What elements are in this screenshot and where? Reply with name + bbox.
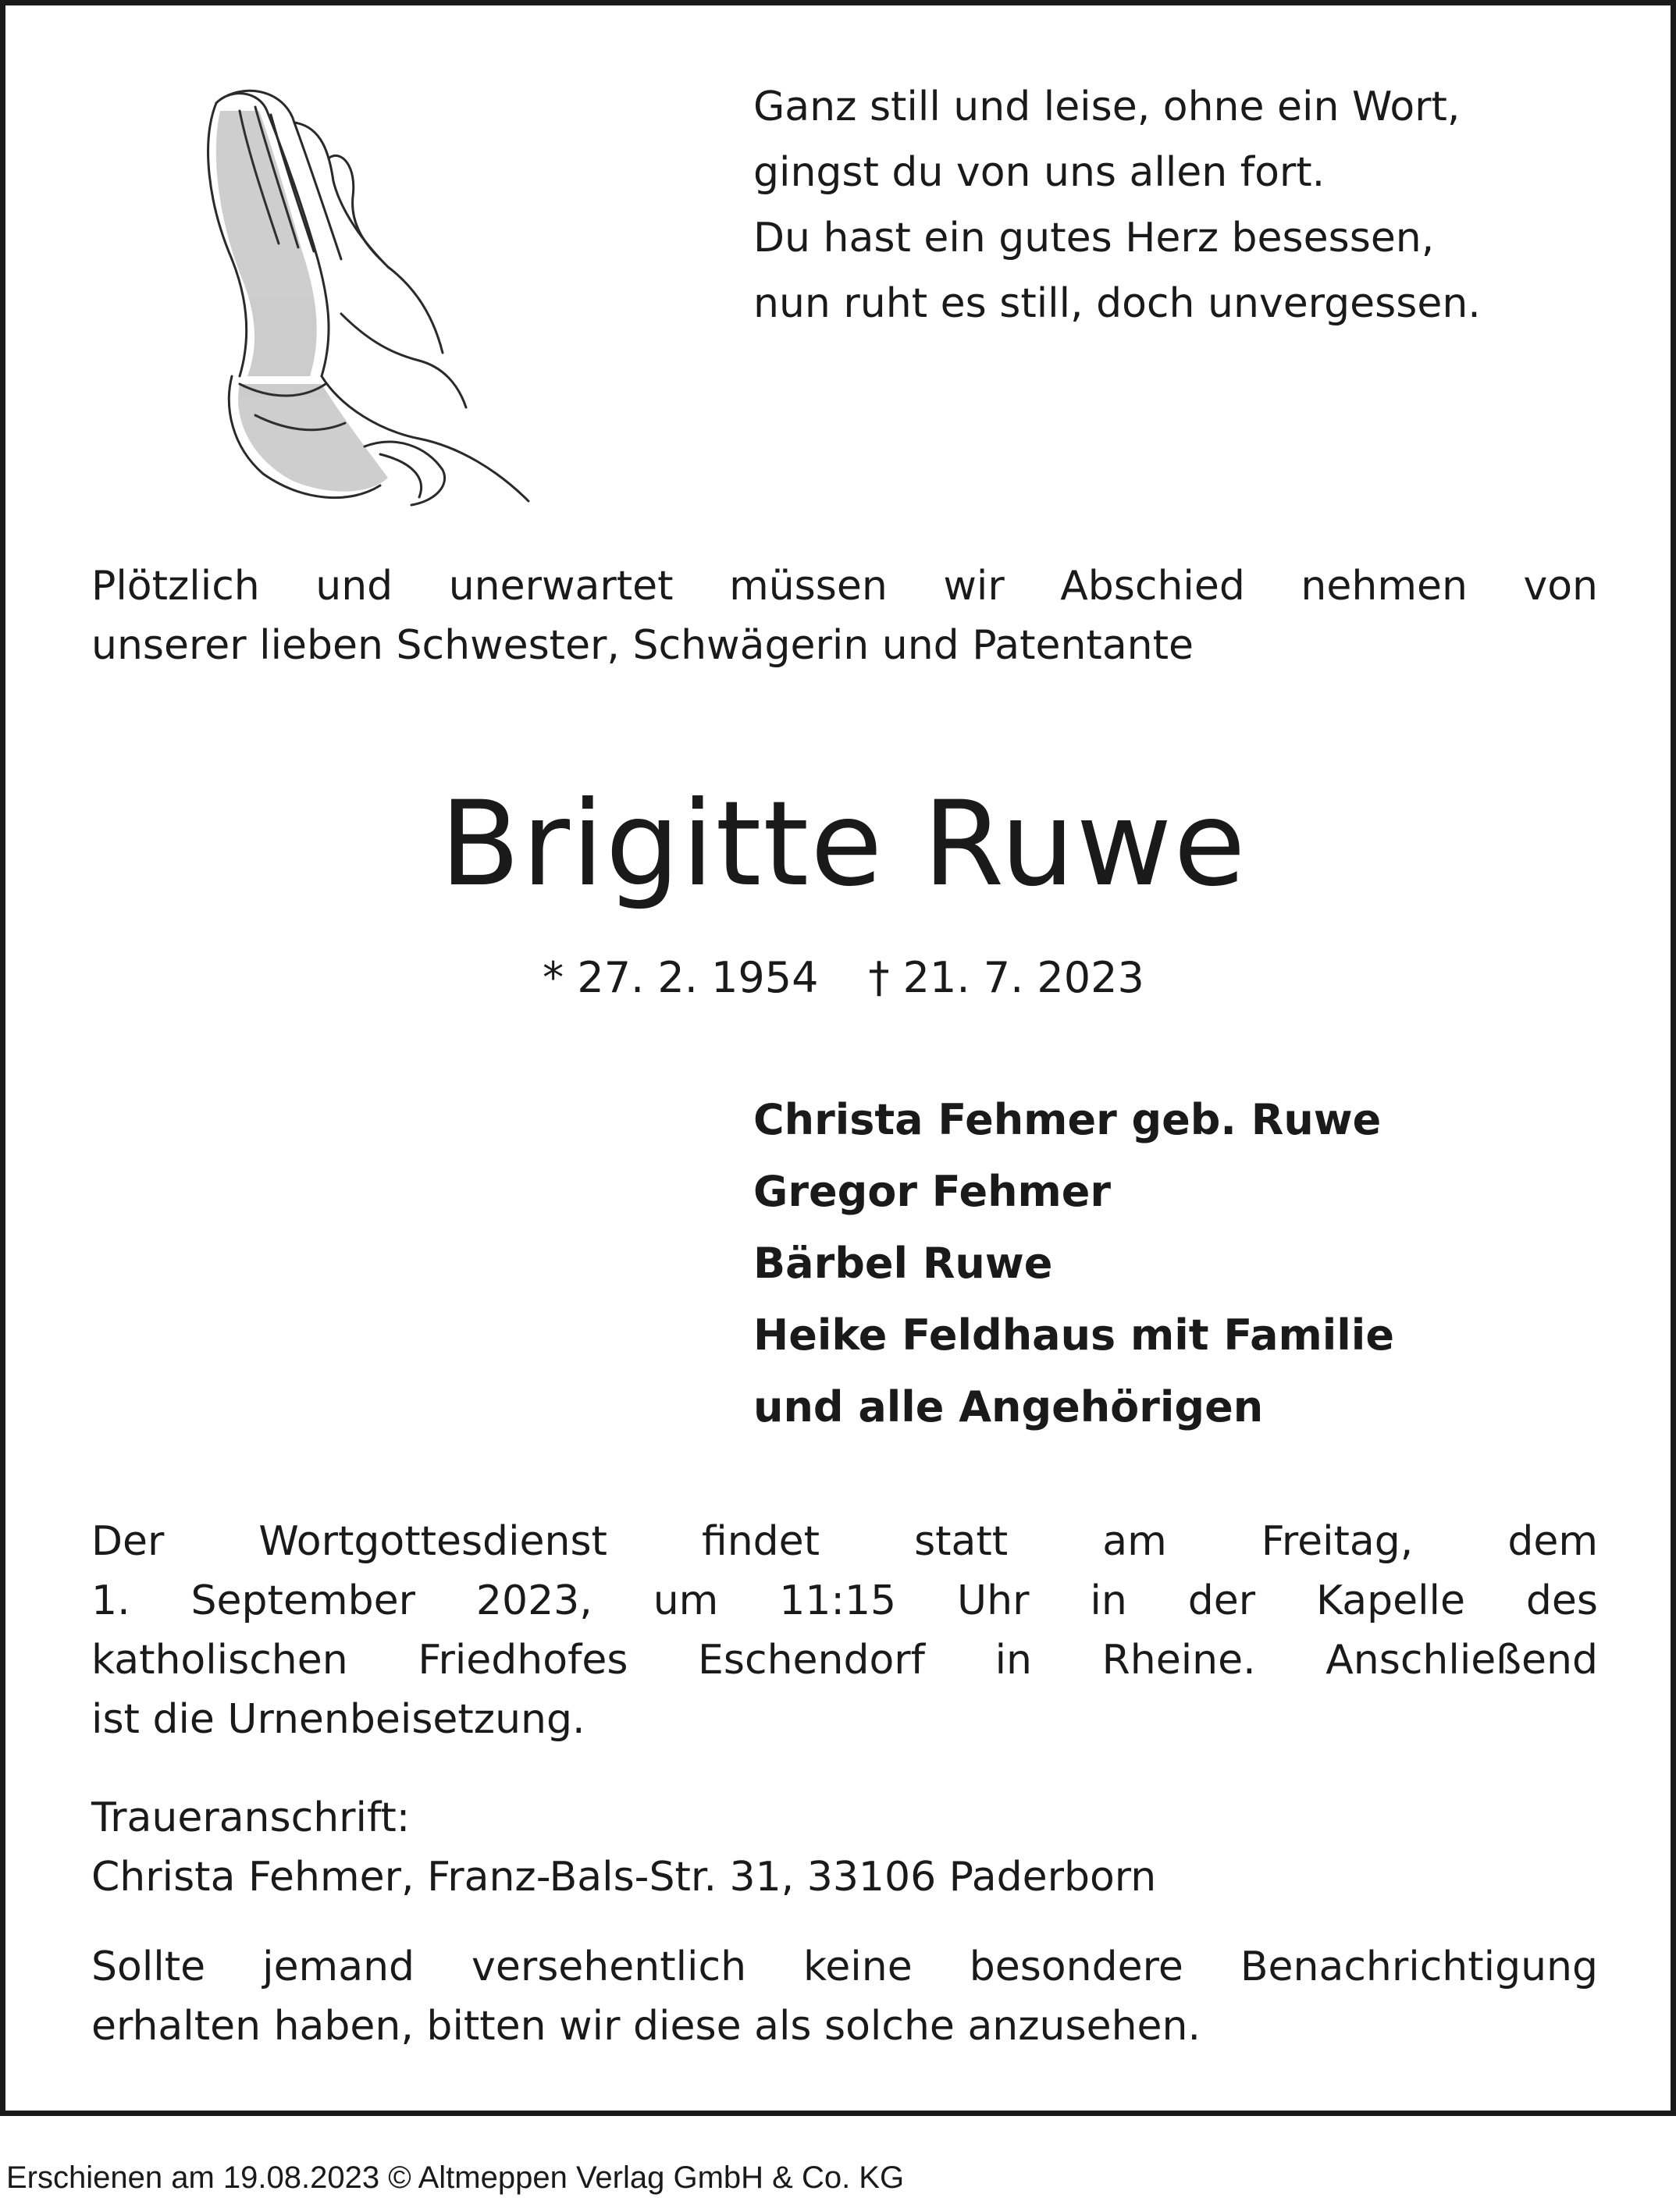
poem-line: nun ruht es still, doch unvergessen.	[753, 280, 1481, 327]
notice-line: erhalten haben, bitten wir diese als solche anzusehen.	[91, 2003, 1201, 2050]
birth-date: * 27. 2. 1954	[543, 953, 819, 1002]
mourners-list	[753, 1084, 1651, 1443]
deceased-name: Brigitte Ruwe	[439, 777, 1247, 912]
mourning-address	[91, 1788, 1598, 1907]
mourner-name: Gregor Fehmer	[753, 1167, 1112, 1216]
service-line: 1. September 2023, um 11:15 Uhr in der Kapelle des	[91, 1577, 1598, 1624]
publication-footer: Erschienen am 19.08.2023 © Altmeppen Verlag GmbH & Co. KG	[6, 2160, 905, 2195]
notification-notice	[91, 1937, 1598, 2056]
mourner-name: und alle Angehörigen	[753, 1382, 1264, 1431]
poem-line: Du hast ein gutes Herz besessen,	[753, 215, 1435, 261]
service-line: Der Wortgottesdienst findet statt am Freitag, dem	[91, 1518, 1598, 1565]
intro-line: unserer lieben Schwester, Schwägerin und Patentante	[91, 622, 1194, 669]
life-dates	[5, 947, 1676, 1009]
mourner-name: Christa Fehmer geb. Ruwe	[753, 1095, 1382, 1144]
mourner-name: Heike Feldhaus mit Familie	[753, 1310, 1394, 1360]
intro-text	[91, 557, 1598, 675]
service-info	[91, 1512, 1598, 1749]
service-line: ist die Urnenbeisetzung.	[91, 1696, 585, 1743]
notice-line: Sollte jemand versehentlich keine besondere Benachrichtigung	[91, 1944, 1598, 1990]
praying-hands-icon	[185, 80, 560, 517]
poem-line: Ganz still und leise, ohne ein Wort,	[753, 84, 1461, 130]
intro-line: Plötzlich und unerwartet müssen wir Abschied nehmen von	[91, 563, 1598, 610]
mourner-name: Bärbel Ruwe	[753, 1239, 1053, 1288]
death-date: † 21. 7. 2023	[868, 953, 1144, 1002]
poem	[753, 74, 1651, 336]
poem-line: gingst du von uns allen fort.	[753, 149, 1325, 196]
service-line: katholischen Friedhofes Eschendorf in Rheine. Anschließend	[91, 1637, 1598, 1684]
address-value: Christa Fehmer, Franz-Bals-Str. 31, 33106 Paderborn	[91, 1854, 1157, 1901]
address-label: Traueranschrift:	[91, 1794, 411, 1841]
